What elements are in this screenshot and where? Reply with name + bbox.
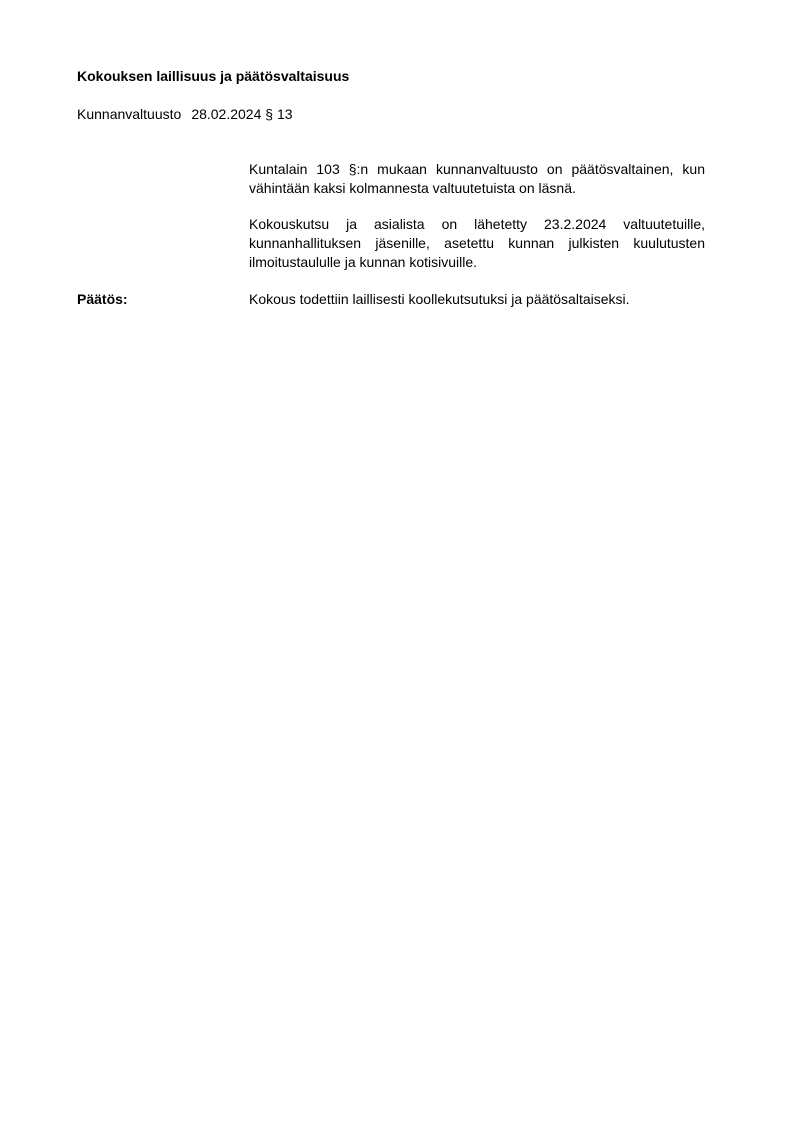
- meeting-reference: [77, 105, 293, 124]
- meeting-date-section: 28.02.2024 § 13: [191, 106, 293, 122]
- document-title: Kokouksen laillisuus ja päätösvaltaisuus: [77, 68, 350, 84]
- paragraph-invitation: Kokouskutsu ja asialista on lähetetty 23.2.2024 valtuutetuille, kunnanhallituksen jäsenille, asetettu kunnan julkisten kuulutusten ilmoitustaululle ja kunnan kotisivuille.: [249, 216, 705, 270]
- paragraph-quorum-rule: Kuntalain 103 §:n mukaan kunnanvaltuusto on päätösvaltainen, kun vähintään kaksi kolmannesta valtuutetuista on läsnä.: [249, 161, 705, 196]
- decision-text: Kokous todettiin laillisesti koollekutsutuksi ja päätösaltaiseksi.: [249, 291, 630, 307]
- decision-label: Päätös:: [77, 291, 128, 307]
- meeting-body: Kunnanvaltuusto: [77, 106, 182, 122]
